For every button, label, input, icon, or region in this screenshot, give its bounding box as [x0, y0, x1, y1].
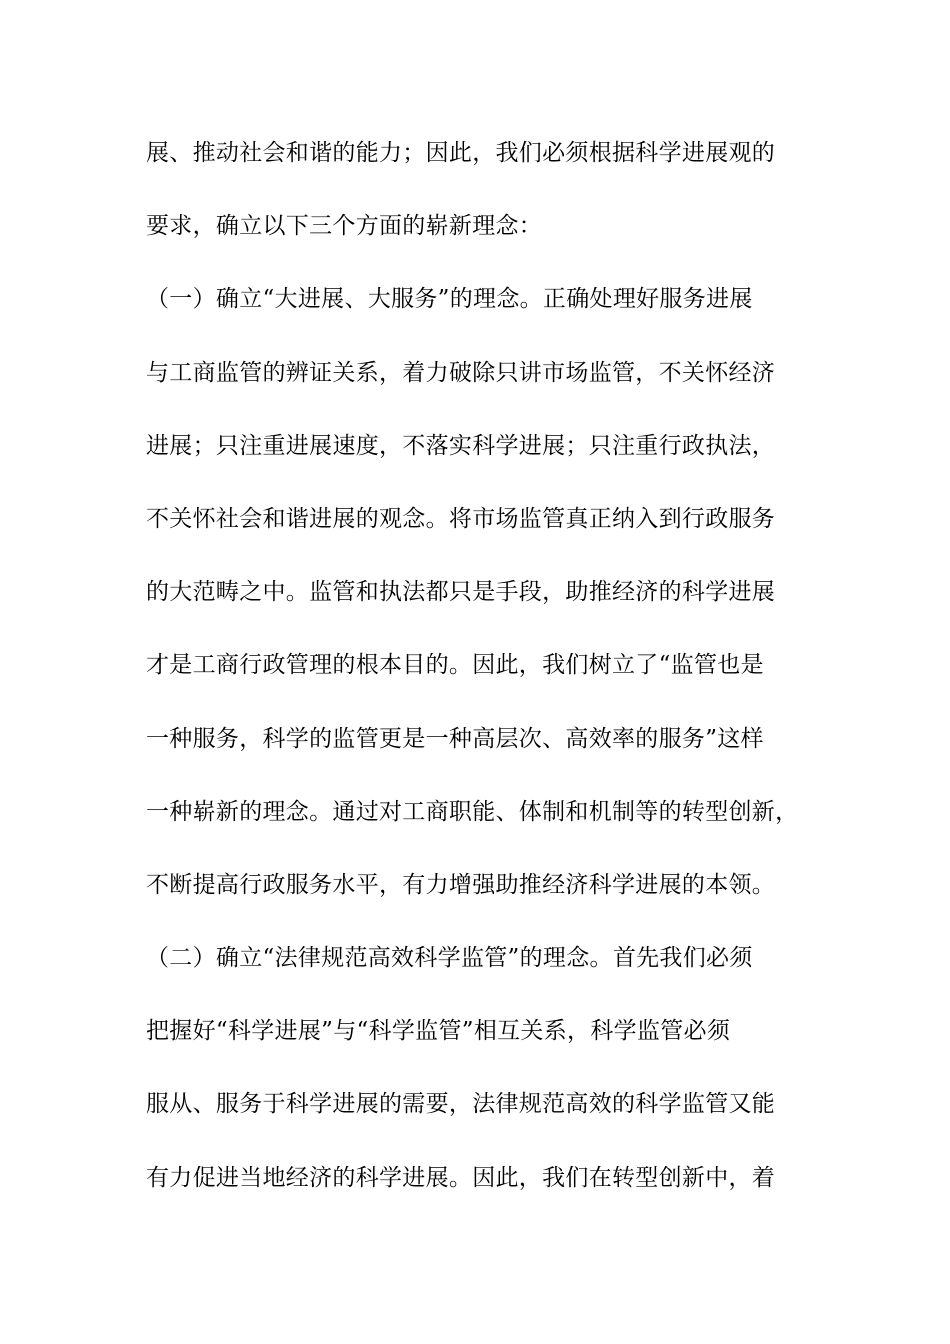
text-line: 要求，确立以下三个方面的崭新理念：	[146, 213, 543, 240]
text-line: 把握好“科学进展”与“科学监管”相互关系，科学监管必须	[146, 1018, 731, 1045]
text-line: 进展；只注重进展速度，不落实科学进展；只注重行政执法，	[146, 432, 776, 459]
text-line: 有力促进当地经济的科学进展。因此，我们在转型创新中，着	[146, 1164, 776, 1191]
text-line: 一种崭新的理念。通过对工商职能、体制和机制等的转型创新，	[146, 798, 799, 825]
text-line: 不断提高行政服务水平，有力增强助推经济科学进展的本领。	[146, 871, 776, 898]
text-line: 服从、服务于科学进展的需要，法律规范高效的科学监管又能	[146, 1091, 776, 1118]
text-line: 才是工商行政管理的根本目的。因此，我们树立了“监管也是	[146, 652, 764, 679]
text-line: 展、推动社会和谐的能力；因此，我们必须根据科学进展观的	[146, 140, 776, 166]
body-text	[146, 134, 826, 1232]
text-line: 不关怀社会和谐进展的观念。将市场监管真正纳入到行政服务	[146, 505, 776, 532]
text-line: （二）确立“法律规范高效科学监管”的理念。首先我们必须	[146, 945, 753, 972]
text-line: 与工商监管的辨证关系，着力破除只讲市场监管，不关怀经济	[146, 359, 776, 386]
text-line: 的大范畴之中。监管和执法都只是手段，助推经济的科学进展	[146, 579, 776, 606]
text-line: （一）确立“大进展、大服务”的理念。正确处理好服务进展	[146, 286, 753, 313]
text-line: 一种服务，科学的监管更是一种高层次、高效率的服务”这样	[146, 725, 764, 752]
